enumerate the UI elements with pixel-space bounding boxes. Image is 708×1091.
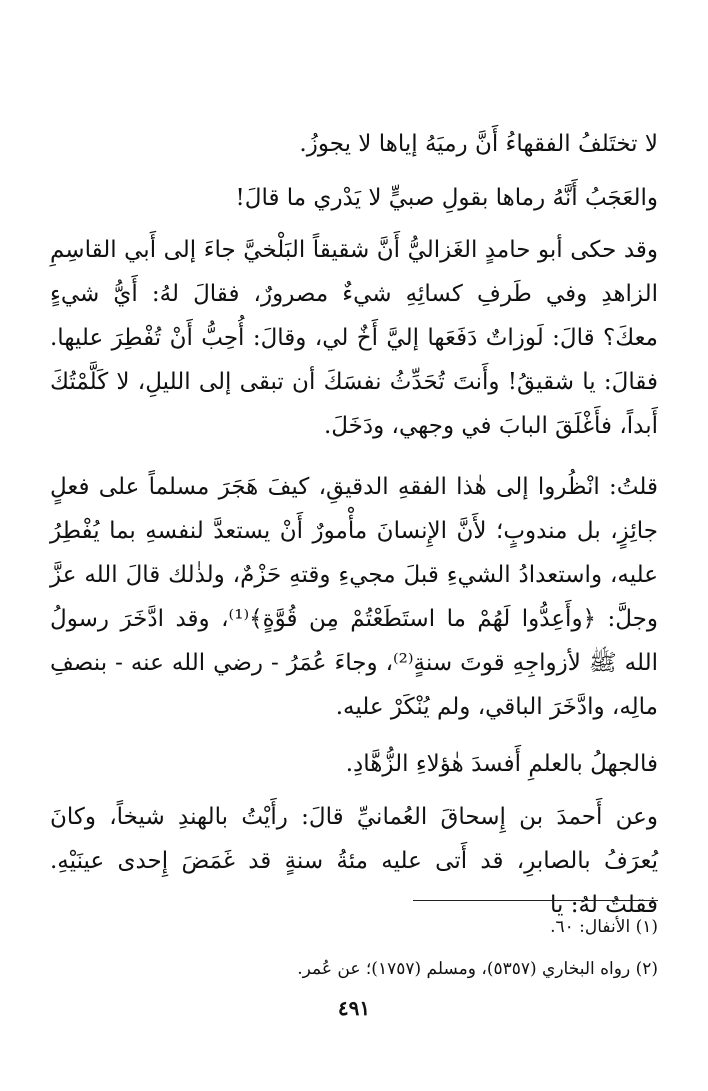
paragraph-2: والعَجَبُ أَنَّهُ رماها بقولِ صبيٍّ لا يَدْري ما قالَ! (235, 185, 658, 211)
paragraph-4: قلتُ: انْظُروا إلى هٰذا الفقهِ الدقيقِ، كيفَ هَجَرَ مسلماً على فعلٍ جائِزٍ، بل مندوبٍ؛ لأَنَّ الإِنسانَ مأْمورٌ أَنْ يستعدَّ لنفسهِ بما يُفْطِرُ عليه، واستعدادُ الشيءِ قبلَ مجيءِ وقتهِ حَزْمٌ، ولذٰلك قالَ الله عزَّ وجلَّ: ﴿وأَعِدُّوا لَهُمْ ما استَطَعْتُمْ مِن قُوَّةٍ﴾⁽¹⁾، وقد ادَّخَرَ رسولُ الله ﷺ لأزواجِهِ قوتَ سنةٍ⁽²⁾، وجاءَ عُمَرُ - رضي الله عنه - بنصفِ مالِه، وادَّخَرَ الباقي، ولم يُنْكَرْ عليه. (50, 474, 658, 720)
paragraph-5: فالجهلُ بالعلمِ أَفسدَ هٰؤلاءِ الزُّهَّادِ. (345, 751, 658, 777)
page-number: ٤٩١ (337, 996, 371, 1020)
paragraph-6: وعن أَحمدَ بن إِسحاقَ العُمانيِّ قالَ: رأَيْتُ بالهندِ شيخاً، وكانَ يُعرَفُ بالصابرِ، قد أَتى عليه مئةُ سنةٍ قد غَمَضَ إِحدى عينَيْهِ. فقلتُ لهُ: يا (50, 804, 658, 918)
footnote-divider (413, 900, 658, 901)
footnote-1: (١) الأنفال: ٦٠. (550, 917, 658, 937)
paragraph-3: وقد حكى أبو حامدٍ الغَزاليُّ أَنَّ شقيقاً البَلْخيَّ جاءَ إلى أَبي القاسِمِ الزاهدِ وفي طَرفِ كسائِهِ شيءٌ مصرورٌ، فقالَ لهُ: أَيُّ شيءٍ معكَ؟ قالَ: لَوزاتٌ دَفَعَها إليَّ أَخٌ لي، وقالَ: أُحِبُّ أَنْ تُفْطِرَ عليها. فقالَ: يا شقيقُ! وأَنتَ تُحَدِّثُ نفسَكَ أن تبقى إلى الليلِ، لا كَلَّمْتُكَ أَبداً، فأَغْلَقَ البابَ في وجهي، ودَخَلَ. (50, 237, 658, 439)
footnote-2: (٢) رواه البخاري (٥٣٥٧)، ومسلم (١٧٥٧)؛ عن عُمر. (297, 959, 658, 979)
paragraph-1: لا تختَلفُ الفقهاءُ أَنَّ رميَهُ إياها لا يجوزُ. (299, 131, 658, 157)
